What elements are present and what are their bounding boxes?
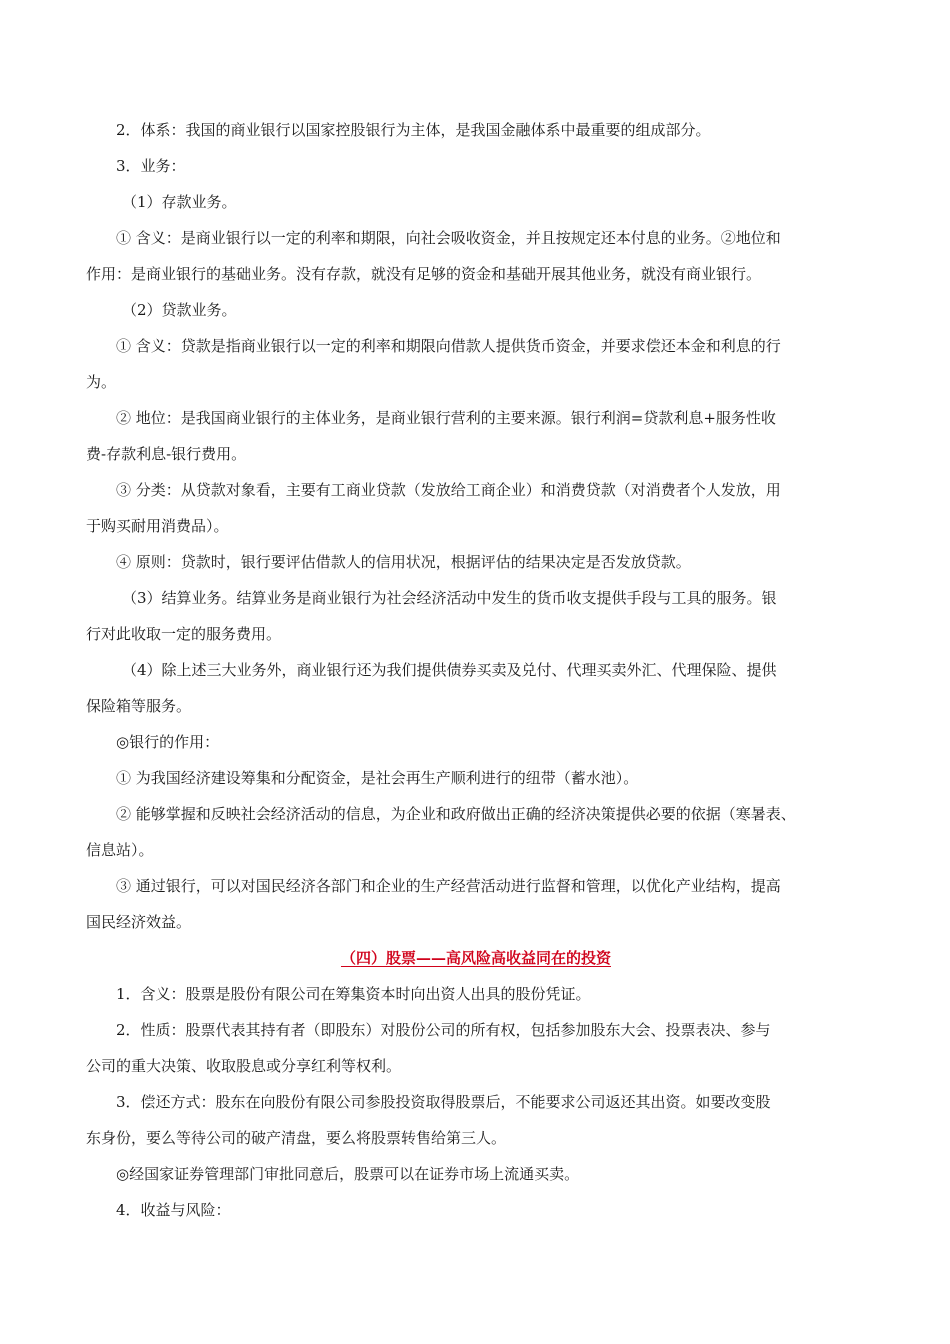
text-line: （2）贷款业务。	[122, 301, 237, 319]
text-line: ③ 通过银行，可以对国民经济各部门和企业的生产经营活动进行监督和管理，以优化产业结构，提高	[116, 877, 781, 895]
text-line: ④ 原则：贷款时，银行要评估借款人的信用状况，根据评估的结果决定是否发放贷款。	[116, 553, 691, 571]
text-line: 为。	[86, 373, 117, 391]
text-line: （3）结算业务。结算业务是商业银行为社会经济活动中发生的货币收支提供手段与工具的服务。银	[122, 589, 777, 607]
text-line: ① 含义：是商业银行以一定的利率和期限，向社会吸收资金，并且按规定还本付息的业务。②地位和	[116, 229, 781, 247]
text-line: （4）除上述三大业务外，商业银行还为我们提供债券买卖及兑付、代理买卖外汇、代理保险、提供	[122, 661, 777, 679]
text-line: ② 能够掌握和反映社会经济活动的信息，为企业和政府做出正确的经济决策提供必要的依据（寒暑表、	[116, 805, 796, 823]
text-line: 信息站）。	[86, 841, 154, 859]
text-line: （1）存款业务。	[122, 193, 237, 211]
text-line: ③ 分类：从贷款对象看，主要有工商业贷款（发放给工商企业）和消费贷款（对消费者个人发放，用	[116, 481, 781, 499]
text-line: ① 为我国经济建设筹集和分配资金，是社会再生产顺利进行的纽带（蓄水池）。	[116, 769, 639, 787]
text-line: ◎银行的作用：	[116, 733, 220, 751]
text-line: 3．偿还方式：股东在向股份有限公司参股投资取得股票后，不能要求公司返还其出资。如要改变股	[116, 1093, 771, 1111]
text-line: 作用：是商业银行的基础业务。没有存款，就没有足够的资金和基础开展其他业务，就没有商业银行。	[86, 265, 762, 283]
document-body	[86, 112, 866, 1228]
text-line: 费-存款利息-银行费用。	[86, 445, 247, 463]
text-line: 4．收益与风险：	[116, 1201, 231, 1219]
text-line: 于购买耐用消费品）。	[86, 517, 229, 535]
text-line: 东身份，要么等待公司的破产清盘，要么将股票转售给第三人。	[86, 1129, 507, 1147]
text-line: 公司的重大决策、收取股息或分享红利等权利。	[86, 1057, 402, 1075]
text-line: 2．体系：我国的商业银行以国家控股银行为主体，是我国金融体系中最重要的组成部分。	[116, 121, 711, 139]
text-line: 1．含义：股票是股份有限公司在筹集资本时向出资人出具的股份凭证。	[116, 985, 591, 1003]
text-line: ① 含义：贷款是指商业银行以一定的利率和期限向借款人提供货币资金，并要求偿还本金和利息的行	[116, 337, 781, 355]
section-heading: （四）股票——高风险高收益同在的投资	[340, 949, 611, 967]
text-line: 行对此收取一定的服务费用。	[86, 625, 282, 643]
text-line: ◎经国家证券管理部门审批同意后，股票可以在证券市场上流通买卖。	[116, 1165, 580, 1183]
text-line: 保险箱等服务。	[86, 697, 192, 715]
text-line: 2．性质：股票代表其持有者（即股东）对股份公司的所有权，包括参加股东大会、投票表决、参与	[116, 1021, 771, 1039]
text-line: ② 地位：是我国商业银行的主体业务，是商业银行营利的主要来源。银行利润=贷款利息+服务性收	[116, 409, 776, 427]
text-line: 国民经济效益。	[86, 913, 192, 931]
text-line: 3．业务：	[116, 157, 186, 175]
